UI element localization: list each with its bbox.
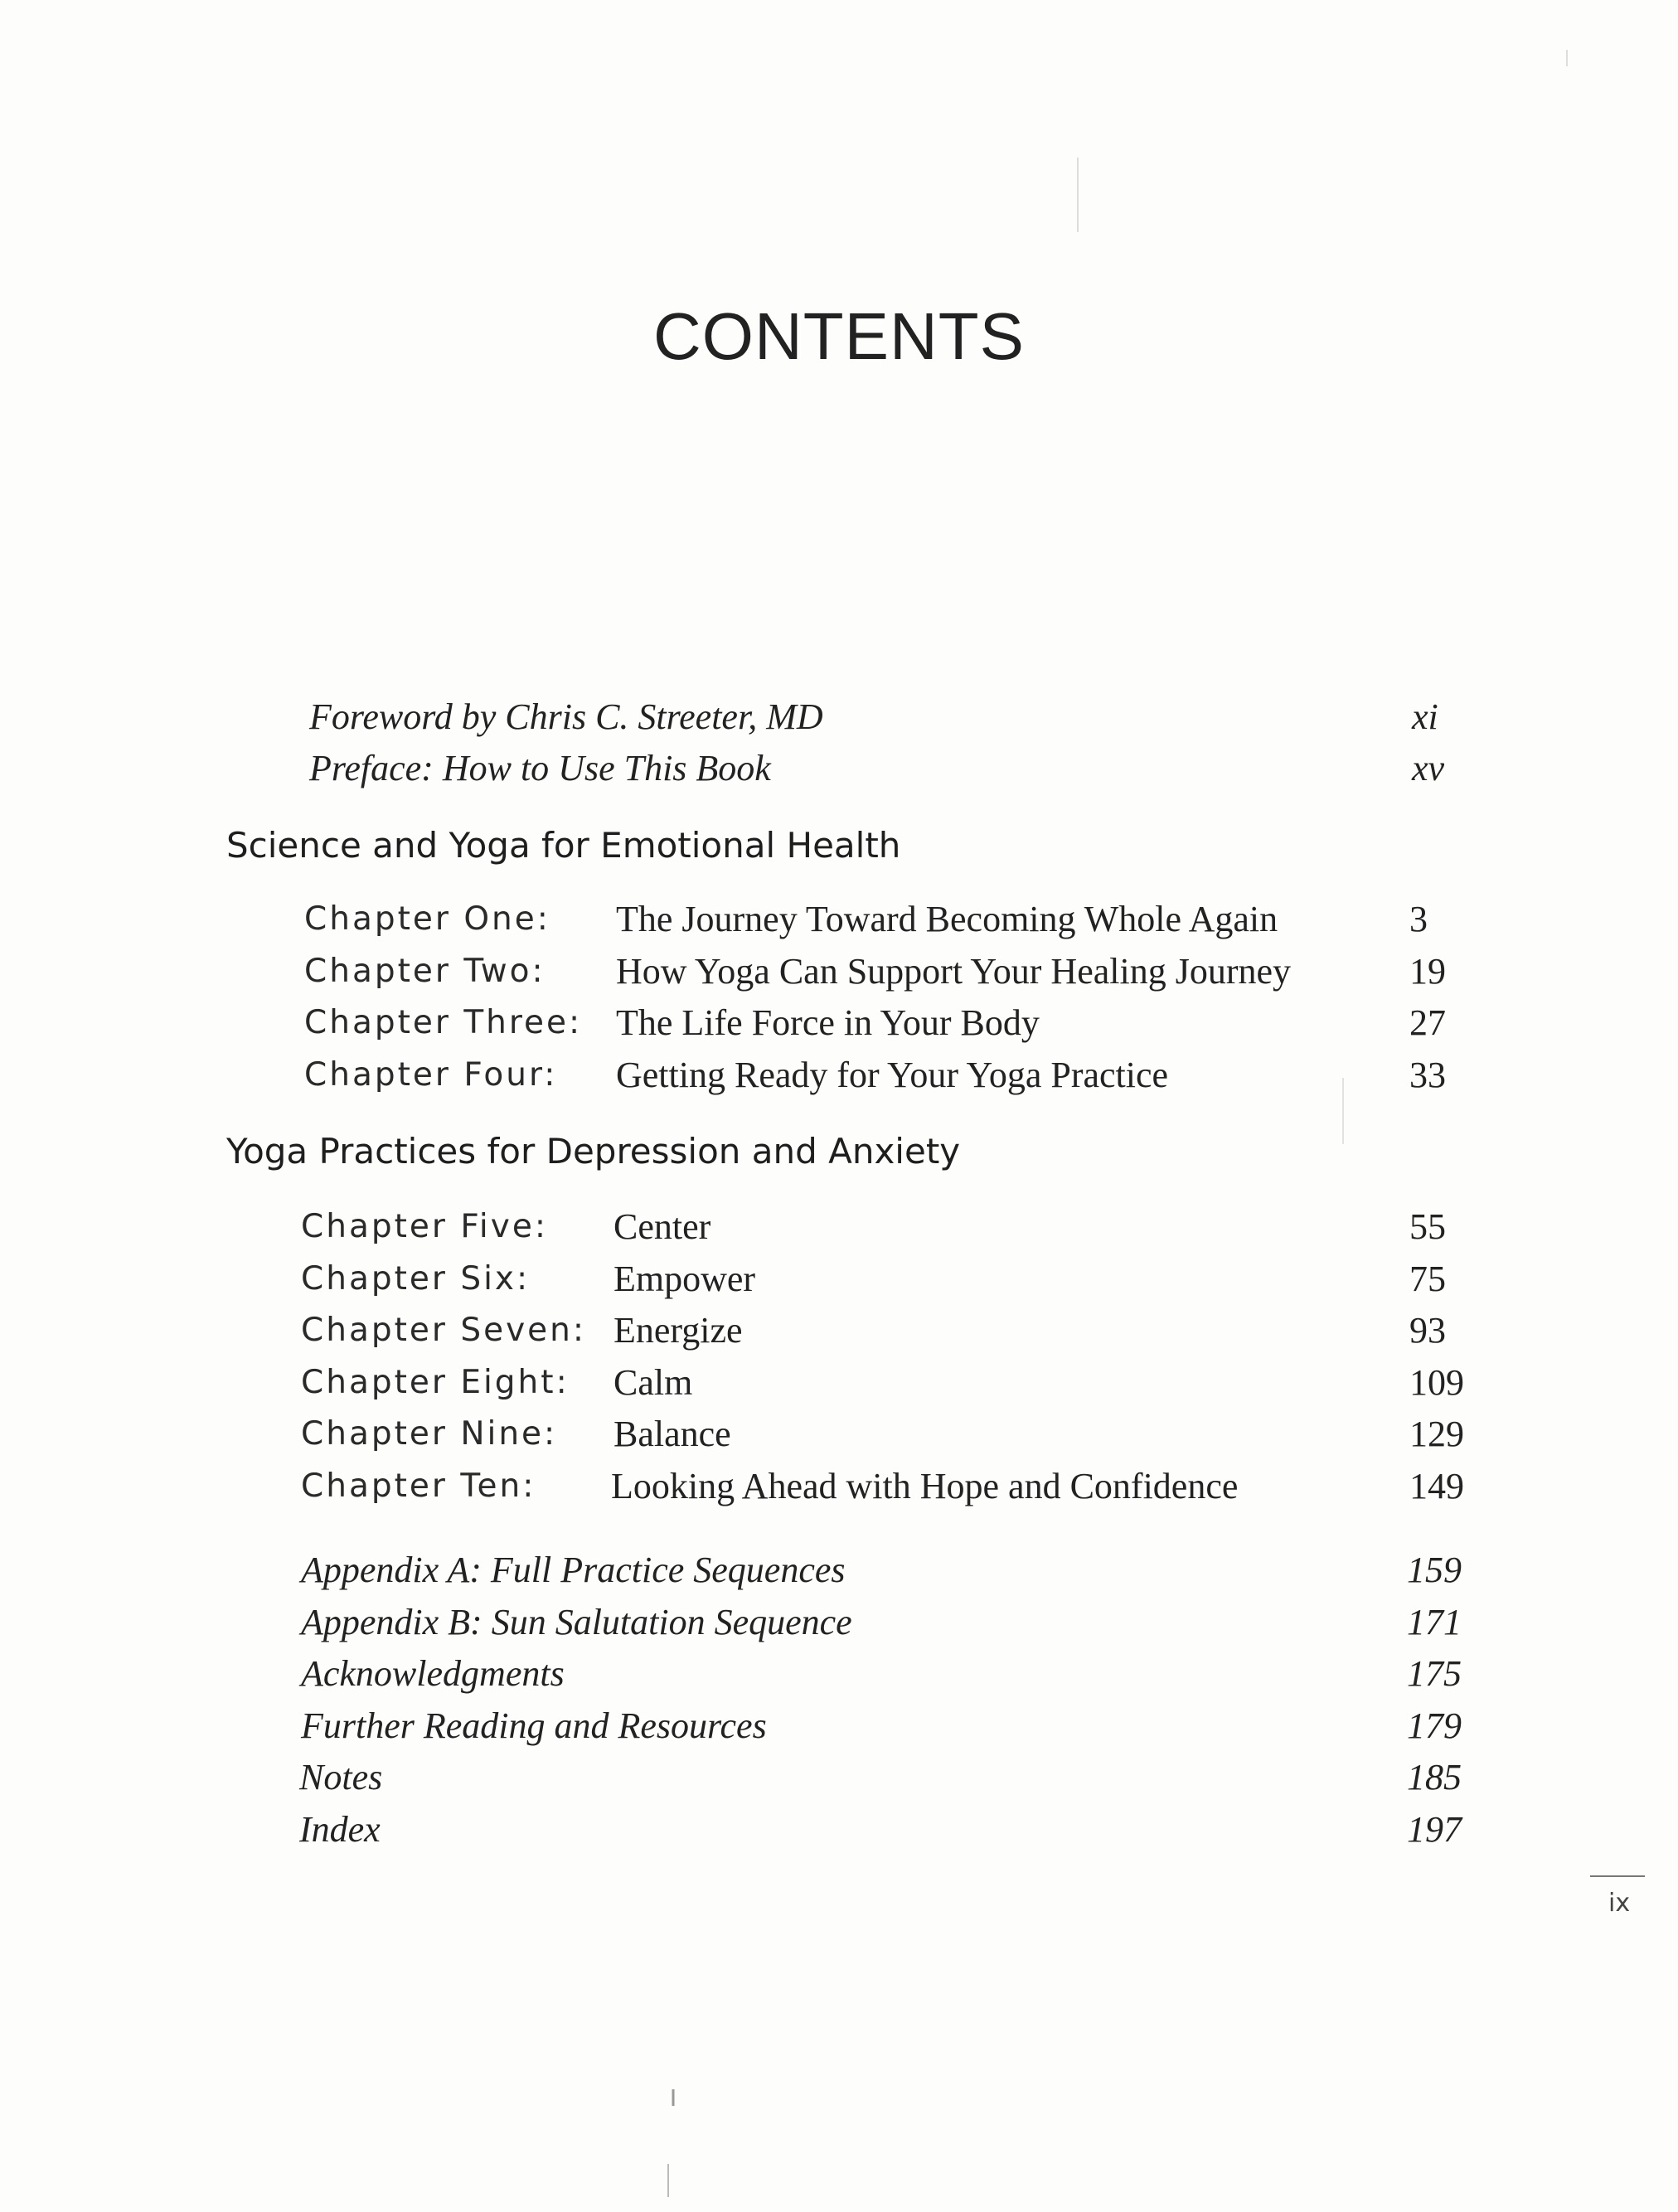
- entry-page: xv: [1412, 748, 1445, 788]
- chapter-title: Getting Ready for Your Yoga Practice: [616, 1055, 1169, 1095]
- toc-entry-further-reading[interactable]: [0, 1697, 1678, 1755]
- chapter-title: Center: [613, 1206, 711, 1247]
- toc-entry-notes[interactable]: [0, 1749, 1678, 1807]
- page-number: ix: [1608, 1889, 1631, 1918]
- chapter-label: Chapter Eight:: [301, 1364, 570, 1401]
- entry-page: 27: [1409, 1002, 1446, 1043]
- entry-label: Preface: How to Use This Book: [309, 748, 771, 788]
- entry-page: 149: [1409, 1466, 1464, 1506]
- entry-page: 109: [1409, 1362, 1464, 1403]
- toc-entry-chapter[interactable]: [0, 994, 1678, 1052]
- chapter-label: Chapter Seven:: [301, 1312, 587, 1349]
- entry-page: 197: [1407, 1809, 1462, 1850]
- entry-page: 185: [1407, 1757, 1462, 1797]
- entry-label: Foreword by Chris C. Streeter, MD: [309, 696, 823, 737]
- toc-entry-appendix-a[interactable]: [0, 1541, 1678, 1599]
- toc-entry-preface[interactable]: [0, 740, 1678, 798]
- toc-entry-chapter[interactable]: [0, 1250, 1678, 1308]
- entry-label: Acknowledgments: [301, 1653, 565, 1694]
- entry-page: 19: [1409, 951, 1446, 992]
- toc-entry-chapter[interactable]: [0, 890, 1678, 948]
- part-heading: Yoga Practices for Depression and Anxiety: [226, 1131, 961, 1171]
- entry-page: 171: [1407, 1602, 1462, 1642]
- chapter-title: Looking Ahead with Hope and Confidence: [611, 1466, 1239, 1506]
- entry-page: xi: [1412, 696, 1438, 737]
- entry-label: Notes: [299, 1757, 383, 1797]
- entry-label: Appendix B: Sun Salutation Sequence: [301, 1602, 852, 1642]
- entry-page: 179: [1407, 1705, 1462, 1746]
- entry-page: 75: [1409, 1259, 1446, 1299]
- toc-entry-chapter[interactable]: [0, 1198, 1678, 1256]
- toc-entry-chapter[interactable]: [0, 1354, 1678, 1412]
- toc-entry-chapter[interactable]: [0, 1046, 1678, 1104]
- chapter-title: The Life Force in Your Body: [616, 1002, 1040, 1043]
- chapter-label: Chapter Ten:: [301, 1467, 536, 1505]
- toc-entry-acknowledgments[interactable]: [0, 1645, 1678, 1703]
- chapter-label: Chapter Four:: [304, 1056, 558, 1094]
- entry-page: 33: [1409, 1055, 1446, 1095]
- chapter-label: Chapter One:: [304, 900, 550, 938]
- toc-entry-chapter[interactable]: [0, 1302, 1678, 1360]
- entry-page: 3: [1409, 899, 1428, 939]
- chapter-title: How Yoga Can Support Your Healing Journey: [616, 951, 1292, 992]
- entry-page: 159: [1407, 1550, 1462, 1590]
- chapter-title: Calm: [613, 1362, 693, 1403]
- chapter-label: Chapter Three:: [304, 1004, 583, 1041]
- toc-entry-chapter[interactable]: [0, 943, 1678, 1001]
- entry-label: Index: [299, 1809, 381, 1850]
- entry-label: Appendix A: Full Practice Sequences: [301, 1550, 846, 1590]
- toc-entry-index[interactable]: [0, 1801, 1678, 1859]
- toc-entry-appendix-b[interactable]: [0, 1594, 1678, 1652]
- folio-rule: [1590, 1875, 1645, 1877]
- page-title: CONTENTS: [653, 299, 1025, 373]
- chapter-label: Chapter Six:: [301, 1260, 531, 1298]
- entry-page: 93: [1409, 1310, 1446, 1351]
- chapter-title: Balance: [613, 1414, 731, 1454]
- chapter-title: Empower: [613, 1259, 756, 1299]
- entry-page: 129: [1409, 1414, 1464, 1454]
- entry-page: 175: [1407, 1653, 1462, 1694]
- entry-page: 55: [1409, 1206, 1446, 1247]
- chapter-label: Chapter Nine:: [301, 1415, 558, 1453]
- chapter-title: Energize: [613, 1310, 743, 1351]
- entry-label: Further Reading and Resources: [301, 1705, 767, 1746]
- chapter-title: The Journey Toward Becoming Whole Again: [616, 899, 1278, 939]
- toc-entry-chapter[interactable]: [0, 1458, 1678, 1516]
- chapter-label: Chapter Two:: [304, 953, 546, 990]
- toc-entry-foreword[interactable]: [0, 688, 1678, 746]
- toc-entry-chapter[interactable]: [0, 1405, 1678, 1463]
- part-heading: Science and Yoga for Emotional Health: [226, 825, 901, 866]
- chapter-label: Chapter Five:: [301, 1208, 548, 1245]
